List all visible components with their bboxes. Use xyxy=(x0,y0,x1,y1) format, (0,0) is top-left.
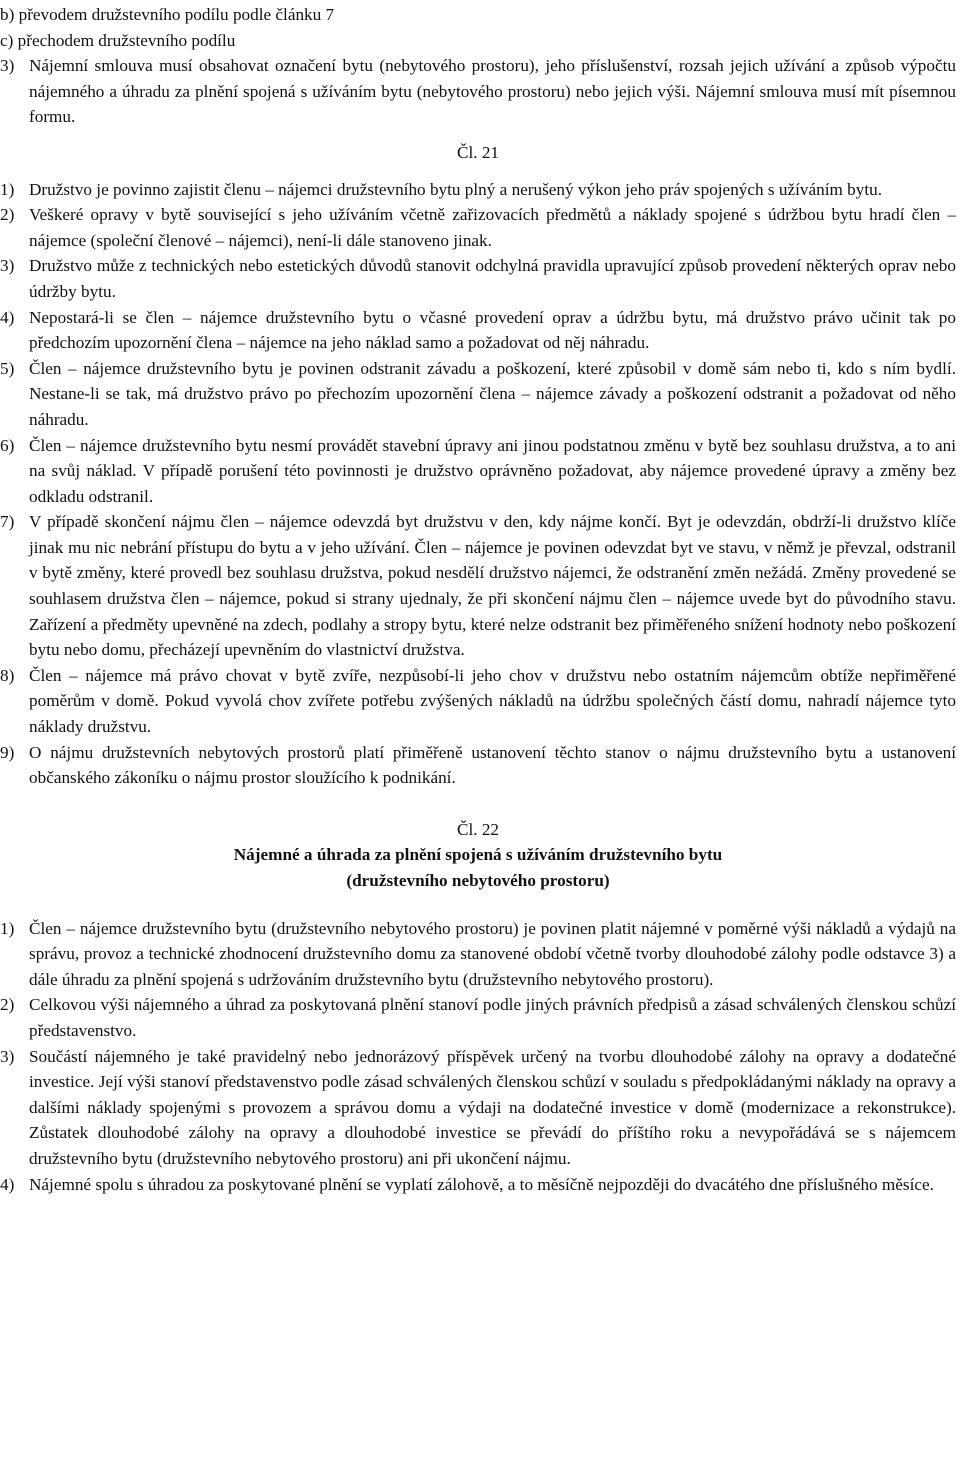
paragraph-text: Člen – nájemce družstevního bytu (družstevního nebytového prostoru) je povinen platit nájemné v poměrné výši nákladů a výdajů na správu, provoz a technické zhodnocení družstevního domu za stanovené období včetně tvorby dlouhodobé zálohy podle odstavce 3) a dále úhradu za plnění spojená s udržováním družstevního bytu (družstevního nebytového prostoru). xyxy=(29,918,956,989)
paragraph-number: 1) xyxy=(0,179,15,199)
article-21-heading: Čl. 21 xyxy=(456,142,500,162)
paragraph-number: 4) xyxy=(0,307,15,327)
paragraph-text: V případě skončení nájmu člen – nájemce odevzdá byt družstvu v den, kdy nájme končí. Byt je odevzdán, obdrží-li družstvo klíče jinak mu nic nebrání přístupu do bytu a v jeho užívání. Člen – nájemce je povinen odevzdat byt ve stavu, v němž je převzal, odstranil v bytě změny, které provedl bez souhlasu družstva, pokud nesdělí družstvo nájemci, že odstranění změn nežádá. Změny provedené se souhlasem družstva člen – nájemce, pokud si strany ujednaly, že při skončení nájmu člen – nájemce uvede byt do původního stavu. Zařízení a předměty upevněné na zdech, podlahy a stropy bytu, které nelze odstranit bez přiměřeného snížení hodnoty nebo poškození bytu nebo domu, přecházejí upevněním do vlastnictví družstva. xyxy=(29,512,956,660)
art21-paragraph-1 xyxy=(0,177,956,203)
paragraph-number: 2) xyxy=(0,205,15,225)
paragraph-number: 3) xyxy=(0,256,15,276)
art21-paragraph-8 xyxy=(0,663,956,740)
line-c: c) přechodem družstevního podílu xyxy=(0,30,236,50)
paragraph-number: 6) xyxy=(0,435,15,455)
art21-paragraph-3 xyxy=(0,253,956,304)
paragraph-text: Nepostará-li se člen – nájemce družstevního bytu o včasné provedení oprav a údržbu bytu, má družstvo právo učinit tak po předchozím upozornění člena – nájemce na jeho náklad samo a požadovat od něj náhradu. xyxy=(29,307,956,353)
art22-paragraph-1 xyxy=(0,916,956,993)
paragraph-text: Družstvo je povinno zajistit členu – nájemci družstevního bytu plný a nerušený výkon jeho práv spojených s užíváním bytu. xyxy=(29,179,882,199)
paragraph-text: Člen – nájemce družstevního bytu je povinen odstranit závadu a poškození, které způsobil v domě sám nebo ti, kdo s ním bydlí. Nestane-li se tak, má družstvo právo po přechozím upozornění člena – nájemce závady a poškození odstranit a požadovat od něho náhradu. xyxy=(29,358,956,429)
paragraph-text: Nájemné spolu s úhradou za poskytované plnění se vyplatí zálohově, a to měsíčně nejpozději do dvacátého dne příslušného měsíce. xyxy=(29,1174,934,1194)
paragraph-number: 4) xyxy=(0,1174,15,1194)
paragraph-number: 1) xyxy=(0,918,15,938)
paragraph-text: Družstvo může z technických nebo estetických důvodů stanovit odchylná pravidla upravující způsob provedení některých oprav nebo údržby bytu. xyxy=(29,256,956,301)
article-22-title-line-1: Nájemné a úhrada za plnění spojená s užíváním družstevního bytu xyxy=(233,845,723,865)
paragraph-text: Celkovou výši nájemného a úhrad za poskytovaná plnění stanoví podle jiných právních předpisů a zásad schválených členskou schůzí představenstvo. xyxy=(29,995,956,1040)
paragraph-intro-3 xyxy=(0,53,956,130)
paragraph-text: O nájmu družstevních nebytových prostorů platí přiměřeně ustanovení těchto stanov o nájmu družstevního bytu a ustanovení občanského zákoníku o nájmu prostor sloužícího k podnikání. xyxy=(29,742,956,788)
paragraph-text: Člen – nájemce má právo chovat v bytě zvíře, nezpůsobí-li jeho chov v družstvu nebo ostatním nájemcům obtíže nepřiměřené poměrům v domě. Pokud vyvolá chov zvířete potřebu zvýšených nákladů na údržbu společných částí domu, nahradí nájemce tyto náklady družstvu. xyxy=(29,665,956,737)
art21-paragraph-4 xyxy=(0,305,956,356)
paragraph-text: Nájemní smlouva musí obsahovat označení bytu (nebytového prostoru), jeho příslušenství, rozsah jejich užívání a způsob výpočtu nájemného a úhradu za plnění spojená s užíváním bytu (nebytového prostoru) nebo jejich výši. Nájemní smlouva musí mít písemnou formu. xyxy=(29,56,956,127)
paragraph-text: Veškeré opravy v bytě související s jeho užíváním včetně zařizovacích předmětů a náklady spojené s údržbou bytu hradí člen – nájemce (společní členové – nájemci), není-li dále stanoveno jinak. xyxy=(29,205,956,250)
article-22-heading: Čl. 22 xyxy=(456,819,500,839)
art22-paragraph-2 xyxy=(0,992,956,1043)
paragraph-number: 7) xyxy=(0,512,15,532)
paragraph-number: 5) xyxy=(0,358,15,378)
art22-paragraph-3 xyxy=(0,1044,956,1172)
art21-paragraph-6 xyxy=(0,433,956,510)
paragraph-number: 3) xyxy=(0,1046,15,1066)
art21-paragraph-7 xyxy=(0,509,956,663)
paragraph-number: 8) xyxy=(0,665,15,685)
paragraph-text: Člen – nájemce družstevního bytu nesmí provádět stavební úpravy ani jinou podstatnou změnu v bytě bez souhlasu družstva, a to ani na svůj náklad. V případě porušení této povinnosti je družstvo oprávněno požadovat, aby nájemce provedené úpravy a změny bez odkladu odstranil. xyxy=(29,435,956,506)
art21-paragraph-9 xyxy=(0,740,956,791)
paragraph-number: 3) xyxy=(0,56,15,76)
line-b: b) převodem družstevního podílu podle článku 7 xyxy=(0,5,335,24)
art21-paragraph-5 xyxy=(0,356,956,433)
spacer xyxy=(0,894,956,916)
paragraph-number: 9) xyxy=(0,742,15,762)
article-22-title-line-2: (družstevního nebytového prostoru) xyxy=(346,871,610,890)
paragraph-number: 2) xyxy=(0,995,15,1015)
art22-paragraph-4 xyxy=(0,1172,956,1198)
art21-paragraph-2 xyxy=(0,202,956,253)
paragraph-text: Součástí nájemného je také pravidelný nebo jednorázový příspěvek určený na tvorbu dlouhodobé zálohy na opravy a dodatečné investice. Její výši stanoví představenstvo podle zásad schválených členskou schůzí v souladu s předpokládanými náklady na opravy a dalšími náklady spojenými s provozem a správou domu a výdaji na dodatečné investice v domě (modernizace a rekonstrukce). Zůstatek dlouhodobé zálohy na opravy a dlouhodobé investice se převádí do příštího roku a nevypořádává se s nájemcem družstevního bytu (družstevního nebytového prostoru) ani při ukončení nájmu. xyxy=(29,1046,956,1168)
